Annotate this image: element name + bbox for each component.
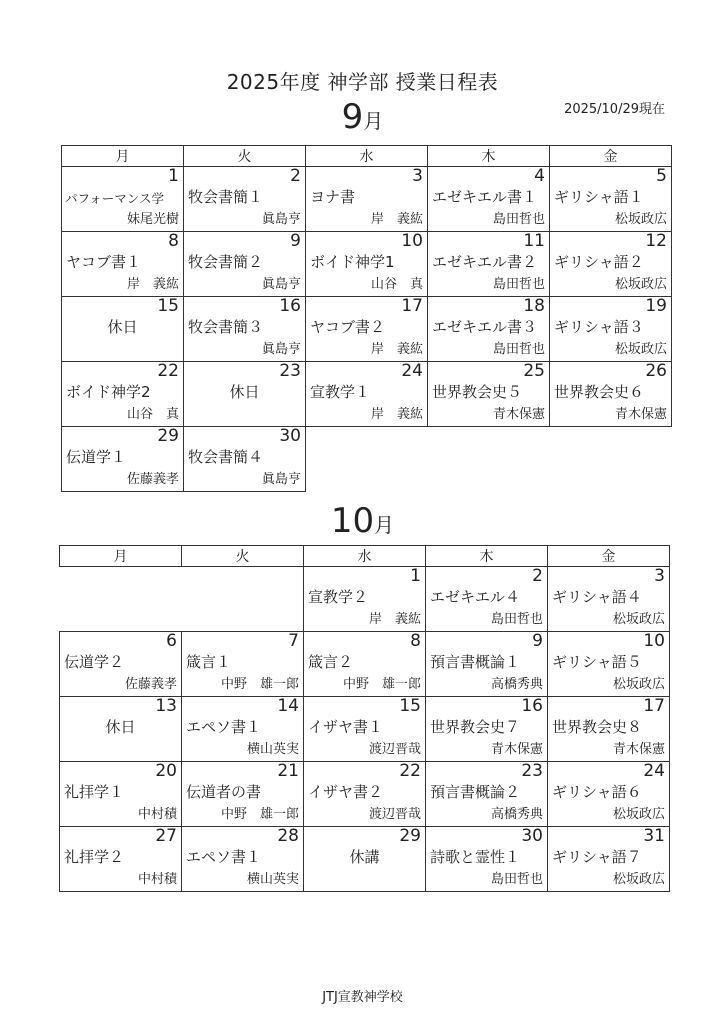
day-number: 26: [645, 362, 667, 381]
teacher-name: 渡辺晋哉: [368, 742, 421, 757]
day-cell: [426, 697, 548, 762]
day-number: 28: [277, 827, 299, 846]
weekday-header: 月: [62, 146, 184, 167]
weekday-header: 火: [184, 146, 306, 167]
teacher-name: 佐藤義孝: [126, 472, 179, 487]
teacher-name: 岸 義紘: [368, 612, 421, 627]
course-name: エペソ書１: [186, 718, 262, 736]
day-number: 14: [277, 697, 299, 716]
day-number: 16: [279, 297, 301, 316]
day-cell: [550, 362, 672, 427]
teacher-name: 中村積: [137, 872, 177, 887]
course-name: イザヤ書２: [308, 783, 384, 801]
weekday-header: 水: [304, 546, 426, 567]
course-name: ギリシャ語３: [554, 318, 644, 336]
week-row: [62, 362, 672, 427]
teacher-name: 渡辺晋哉: [368, 807, 421, 822]
day-number: 19: [645, 297, 667, 316]
course-name: 箴言２: [308, 653, 354, 671]
course-name: エペソ書１: [186, 848, 262, 866]
day-off-label: 休日: [105, 718, 136, 736]
day-cell: [306, 167, 428, 232]
day-number: 12: [645, 232, 667, 251]
day-number: 27: [155, 827, 177, 846]
teacher-name: 島田哲也: [492, 342, 545, 357]
day-number: 2: [290, 167, 301, 186]
day-number: 22: [399, 762, 421, 781]
day-cell: [550, 232, 672, 297]
teacher-name: 島田哲也: [490, 872, 543, 887]
course-name: エゼキエル書１: [432, 188, 538, 206]
course-name: エゼキエル４: [430, 588, 521, 606]
teacher-name: 中野 雄一郎: [220, 807, 299, 822]
teacher-name: 妹尾光樹: [126, 212, 179, 227]
course-name: ギリシャ語６: [552, 783, 642, 801]
teacher-name: 松坂政広: [614, 277, 667, 292]
day-cell: [60, 762, 182, 827]
day-number: 15: [399, 697, 421, 716]
day-cell: [182, 632, 304, 697]
day-number: 10: [401, 232, 423, 251]
teacher-name: 眞島亨: [261, 277, 301, 292]
course-name: 牧会書簡４: [188, 448, 264, 466]
day-off-label: 休日: [229, 383, 260, 401]
day-number: 4: [534, 167, 545, 186]
course-name: ヤコブ書２: [310, 318, 386, 336]
teacher-name: 中野 雄一郎: [220, 677, 299, 692]
day-number: 1: [410, 567, 421, 586]
teacher-name: 眞島亨: [261, 342, 301, 357]
course-name: 箴言１: [186, 653, 232, 671]
day-number: 11: [523, 232, 545, 251]
day-cell: [548, 827, 670, 892]
teacher-name: 眞島亨: [261, 212, 301, 227]
month-unit: 月: [363, 109, 384, 133]
course-name: 世界教会史５: [432, 383, 523, 401]
empty-day-cell: [306, 427, 428, 492]
course-name: エゼキエル書２: [432, 253, 538, 271]
day-cell: [62, 167, 184, 232]
teacher-name: 山谷 真: [126, 407, 179, 422]
day-number: 17: [643, 697, 665, 716]
day-cell: [184, 427, 306, 492]
day-number: 29: [399, 827, 421, 846]
course-name: ギリシャ語７: [552, 848, 642, 866]
course-name: ギリシャ語２: [554, 253, 644, 271]
day-cell: [428, 297, 550, 362]
teacher-name: 青木保憲: [614, 407, 667, 422]
day-number: 17: [401, 297, 423, 316]
day-cell: [62, 232, 184, 297]
month-number: 10: [330, 501, 375, 541]
month-heading-october: [0, 501, 725, 541]
course-name: 牧会書簡１: [188, 188, 264, 206]
teacher-name: 松坂政広: [614, 212, 667, 227]
day-number: 7: [288, 632, 299, 651]
teacher-name: 松坂政広: [612, 872, 665, 887]
course-name: 伝道学２: [64, 653, 125, 671]
day-number: 8: [410, 632, 421, 651]
september-calendar: [61, 145, 672, 492]
day-cell: [62, 427, 184, 492]
day-number: 8: [168, 232, 179, 251]
teacher-name: 横山英実: [246, 742, 299, 757]
day-number: 5: [656, 167, 667, 186]
teacher-name: 島田哲也: [492, 212, 545, 227]
course-name: ヤコブ書１: [66, 253, 142, 271]
weekday-header: 金: [548, 546, 670, 567]
day-cell: [184, 362, 306, 427]
course-name: ボイド神学2: [66, 383, 151, 401]
teacher-name: 青木保憲: [490, 742, 543, 757]
day-cell: [184, 232, 306, 297]
day-cell: [304, 632, 426, 697]
weekday-header: 水: [306, 146, 428, 167]
weekday-header: 月: [60, 546, 182, 567]
teacher-name: 横山英実: [246, 872, 299, 887]
teacher-name: 島田哲也: [490, 612, 543, 627]
month-unit: 月: [374, 513, 395, 537]
day-cell: [428, 167, 550, 232]
day-cell: [60, 827, 182, 892]
day-number: 30: [521, 827, 543, 846]
day-cell: [60, 632, 182, 697]
course-name: 伝道者の書: [186, 783, 262, 801]
day-cell: [428, 362, 550, 427]
day-number: 2: [532, 567, 543, 586]
teacher-name: 高橋秀典: [490, 807, 543, 822]
day-cell: [306, 297, 428, 362]
course-name: ヨナ書: [310, 188, 356, 206]
school-name-footer: JTJ宣教神学校: [322, 990, 403, 1005]
day-cell: [548, 632, 670, 697]
day-number: 15: [157, 297, 179, 316]
weekday-header: 金: [550, 146, 672, 167]
day-cell: [428, 232, 550, 297]
weekday-header: 木: [428, 146, 550, 167]
teacher-name: 山谷 真: [370, 277, 423, 292]
week-row: [60, 827, 670, 892]
day-number: 22: [157, 362, 179, 381]
course-name: 宣教学２: [308, 588, 369, 606]
week-row: [60, 762, 670, 827]
day-cell: [550, 167, 672, 232]
day-number: 29: [157, 427, 179, 446]
day-number: 30: [279, 427, 301, 446]
day-cell: [426, 632, 548, 697]
week-row: [62, 427, 672, 492]
course-name: 宣教学１: [310, 383, 371, 401]
course-name: 牧会書簡２: [188, 253, 264, 271]
week-row: [62, 297, 672, 362]
october-calendar: [59, 545, 670, 892]
course-name: ギリシャ語１: [554, 188, 644, 206]
week-row: [60, 697, 670, 762]
as-of-date: 2025/10/29現在: [564, 102, 665, 117]
course-name: 預言書概論２: [430, 783, 521, 801]
week-row: [60, 567, 670, 632]
weekday-header-row: [60, 546, 670, 567]
day-number: 31: [643, 827, 665, 846]
teacher-name: 青木保憲: [612, 742, 665, 757]
course-name: エゼキエル書３: [432, 318, 538, 336]
day-number: 23: [279, 362, 301, 381]
day-number: 13: [155, 697, 177, 716]
day-number: 24: [643, 762, 665, 781]
day-cell: [426, 762, 548, 827]
course-name: 世界教会史８: [552, 718, 643, 736]
day-cell: [60, 697, 182, 762]
teacher-name: 岸 義紘: [370, 342, 423, 357]
teacher-name: 中村積: [137, 807, 177, 822]
course-name: 伝道学１: [66, 448, 127, 466]
day-cell: [62, 362, 184, 427]
teacher-name: 眞島亨: [261, 472, 301, 487]
course-name: 礼拝学１: [64, 783, 125, 801]
teacher-name: 中野 雄一郎: [342, 677, 421, 692]
day-cell: [182, 762, 304, 827]
day-number: 3: [654, 567, 665, 586]
day-number: 9: [532, 632, 543, 651]
day-cell: [304, 762, 426, 827]
day-off-label: 休日: [107, 318, 138, 336]
day-cell: [426, 567, 548, 632]
empty-day-cell: [550, 427, 672, 492]
course-name: 世界教会史７: [430, 718, 521, 736]
course-name: パフォーマンス学: [65, 191, 165, 206]
weekday-header: 木: [426, 546, 548, 567]
course-name: 牧会書簡３: [188, 318, 264, 336]
day-cell: [306, 362, 428, 427]
course-name: ギリシャ語５: [552, 653, 642, 671]
day-cell: [62, 297, 184, 362]
day-number: 20: [155, 762, 177, 781]
teacher-name: 青木保憲: [492, 407, 545, 422]
day-number: 16: [521, 697, 543, 716]
weekday-header-row: [62, 146, 672, 167]
week-row: [62, 232, 672, 297]
day-cell: [304, 827, 426, 892]
course-name: 世界教会史６: [554, 383, 645, 401]
day-number: 25: [523, 362, 545, 381]
teacher-name: 松坂政広: [612, 612, 665, 627]
course-name: ボイド神学1: [310, 253, 395, 271]
day-off-label: 休講: [349, 848, 380, 866]
course-name: 預言書概論１: [430, 653, 521, 671]
day-cell: [304, 697, 426, 762]
day-number: 1: [168, 167, 179, 186]
day-cell: [550, 297, 672, 362]
day-number: 23: [521, 762, 543, 781]
day-number: 18: [523, 297, 545, 316]
weekday-header: 火: [182, 546, 304, 567]
course-name: ギリシャ語４: [552, 588, 642, 606]
month-number: 9: [341, 97, 364, 137]
teacher-name: 岸 義紘: [370, 212, 423, 227]
teacher-name: 松坂政広: [612, 807, 665, 822]
week-row: [60, 632, 670, 697]
teacher-name: 岸 義紘: [126, 277, 179, 292]
day-number: 24: [401, 362, 423, 381]
day-cell: [304, 567, 426, 632]
day-number: 9: [290, 232, 301, 251]
course-name: 詩歌と霊性１: [430, 848, 521, 866]
day-number: 10: [643, 632, 665, 651]
teacher-name: 島田哲也: [492, 277, 545, 292]
day-cell: [306, 232, 428, 297]
teacher-name: 佐藤義孝: [124, 677, 177, 692]
day-number: 6: [166, 632, 177, 651]
day-cell: [182, 827, 304, 892]
course-name: 礼拝学２: [64, 848, 125, 866]
day-cell: [426, 827, 548, 892]
empty-day-cell: [182, 567, 304, 632]
empty-day-cell: [428, 427, 550, 492]
month-heading-september: [0, 97, 725, 137]
teacher-name: 高橋秀典: [490, 677, 543, 692]
teacher-name: 岸 義紘: [370, 407, 423, 422]
day-cell: [184, 297, 306, 362]
day-cell: [548, 762, 670, 827]
day-cell: [184, 167, 306, 232]
day-cell: [548, 697, 670, 762]
week-row: [62, 167, 672, 232]
day-number: 21: [277, 762, 299, 781]
teacher-name: 松坂政広: [614, 342, 667, 357]
day-number: 3: [412, 167, 423, 186]
course-name: イザヤ書１: [308, 718, 384, 736]
page-title: 2025年度 神学部 授業日程表: [226, 70, 499, 94]
day-cell: [182, 697, 304, 762]
day-cell: [548, 567, 670, 632]
empty-day-cell: [60, 567, 182, 632]
teacher-name: 松坂政広: [612, 677, 665, 692]
